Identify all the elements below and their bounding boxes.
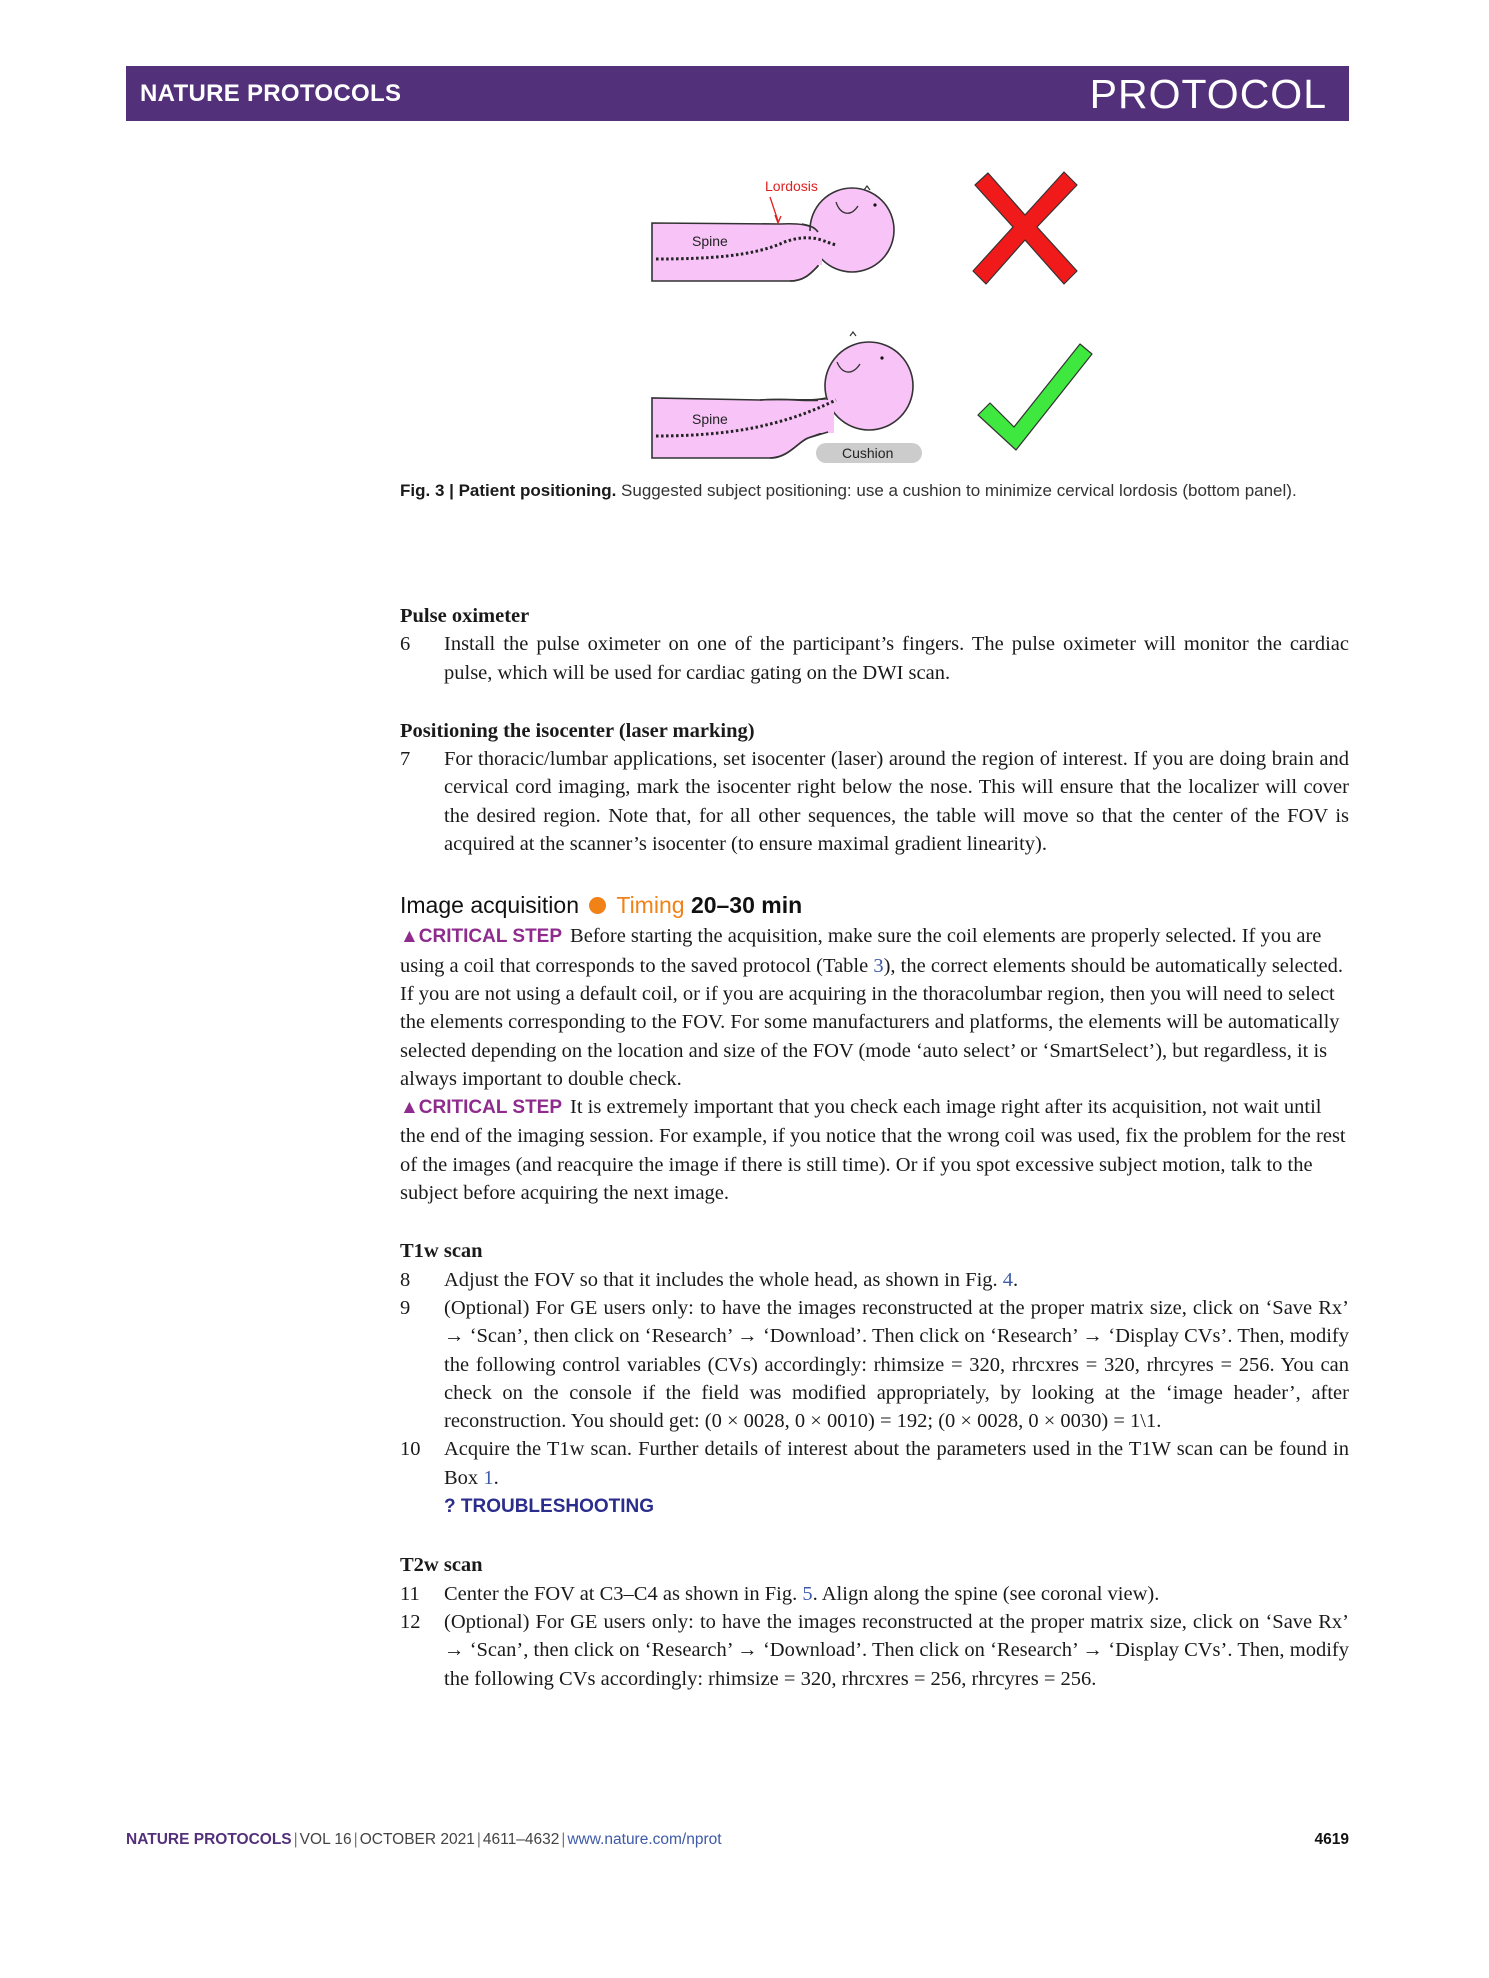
step-text: (Optional) For GE users only: to have the images reconstructed at the proper matrix size, click on ‘Save Rx’ → ‘Scan’, then click on ‘Research’ → ‘Download’. Then click on ‘Research’ → ‘Display CVs’. Then, modify the following control variables (CVs) accordingly: rhimsize = 320, rhrcxres = 320, rhrcyres = 256. You can check on the console if the field was modified appropriately, by looking at the ‘image header’, after reconstruction. You should get: (0 × 0028, 0 × 0010) = 192; (0 × 0028, 0 × 0030) = 1\1.	[444, 1296, 1349, 1433]
figure-bottom-panel	[652, 332, 1092, 463]
step-8	[400, 1266, 1349, 1294]
critical-step-label: ▲CRITICAL STEP	[400, 1097, 563, 1119]
step-number: 9	[400, 1296, 411, 1319]
fig-4-link[interactable]: 4	[1002, 1268, 1014, 1291]
troubleshooting-link[interactable]: ? TROUBLESHOOTING	[444, 1496, 655, 1518]
lordosis-label: Lordosis	[765, 178, 818, 194]
isocenter-heading: Positioning the isocenter (laser marking)	[400, 719, 755, 742]
fig-5-link[interactable]: 5	[802, 1582, 813, 1605]
step-number: 6	[400, 633, 411, 656]
step-11	[400, 1580, 1349, 1608]
page-footer: NATURE PROTOCOLS | VOL 16 | OCTOBER 2021 | 4611–4632 | www.nature.com/nprot 4619	[126, 1831, 1349, 1848]
pulse-oximeter-heading: Pulse oximeter	[400, 605, 530, 627]
critical-step-text-a: Before starting the acquisition, make sure the coil elements are properly selected. If you are using a coil that corresponds to the saved protocol (Table	[400, 925, 1322, 977]
section-title: Image acquisition	[400, 892, 579, 919]
step-text: (Optional) For GE users only: to have the images reconstructed at the proper matrix size, click on ‘Save Rx’ → ‘Scan’, then click on ‘Research’ → ‘Download’. Then click on ‘Research’ → ‘Display CVs’. Then, modify the following CVs accordingly: rhimsize = 320, rhrcxres = 256, rhrcyres = 256.	[444, 1610, 1349, 1690]
green-check-icon	[978, 344, 1092, 450]
t2w-scan-heading: T2w scan	[400, 1554, 483, 1577]
patient-positioning-figure	[640, 160, 1120, 470]
caption-title: Fig. 3 | Patient positioning.	[400, 481, 617, 500]
article-type: PROTOCOL	[1089, 71, 1327, 117]
spine-label-bottom: Spine	[692, 411, 728, 427]
eye-top	[873, 203, 876, 206]
table-3-link[interactable]: 3	[873, 954, 884, 977]
step-12	[400, 1608, 1349, 1693]
step-text: Install the pulse oximeter on one of the participant’s fingers. The pulse oximeter will monitor the cardiac pulse, which will be used for cardiac gating on the DWI scan.	[444, 633, 1349, 684]
timing-value: 20–30 min	[690, 892, 803, 919]
red-cross-icon	[973, 172, 1077, 284]
head-shape-top	[810, 188, 894, 272]
step-9	[400, 1294, 1349, 1435]
head-shape-bottom	[825, 342, 913, 430]
critical-step-text: It is extremely important that you check each image right after its acquisition, not wait until the end of the imaging session. For example, if you notice that the wrong coil was used, fix the problem for the rest of the images (and reacquire the image if there is still time). Or if you spot excessive subject motion, talk to the subject before acquiring the next image.	[400, 1096, 1346, 1205]
spine-label-top: Spine	[692, 233, 728, 249]
box-1-link[interactable]: 1	[483, 1466, 494, 1489]
step-text: Adjust the FOV so that it includes the whole head, as shown in Fig. 4.	[444, 1268, 1019, 1291]
step-6	[400, 630, 1349, 687]
step-number: 10	[400, 1438, 421, 1461]
journal-name: NATURE PROTOCOLS	[140, 80, 402, 107]
figure-top-panel	[652, 172, 1077, 284]
image-acquisition-heading	[400, 888, 1349, 922]
footer-volume: VOL 16	[299, 1831, 352, 1848]
step-number: 12	[400, 1610, 421, 1633]
step-text: For thoracic/lumbar applications, set isocenter (laser) around the region of interest. If you are doing brain and cervical cord imaging, mark the isocenter right below the nose. This will ensure that the localizer will cover the desired region. Note that, for all other sequences, the table will move so that the center of the FOV is acquired at the scanner’s isocenter (to ensure maximal gradient linearity).	[444, 748, 1349, 856]
step-number: 7	[400, 748, 411, 771]
critical-step-2	[400, 1093, 1349, 1207]
timing-label: Timing	[616, 892, 685, 919]
step-7	[400, 745, 1349, 858]
timing-dot-icon	[589, 897, 606, 914]
step-10	[400, 1435, 1349, 1521]
footer-url-link[interactable]: www.nature.com/nprot	[567, 1831, 722, 1848]
footer-journal: NATURE PROTOCOLS	[126, 1831, 292, 1848]
t1w-scan-heading: T1w scan	[400, 1240, 483, 1263]
lordosis-arrow	[770, 197, 778, 221]
caption-text: Suggested subject positioning: use a cushion to minimize cervical lordosis (bottom panel).	[621, 481, 1297, 500]
critical-step-1	[400, 922, 1349, 1093]
journal-header-band	[126, 66, 1349, 121]
step-text: Center the FOV at C3–C4 as shown in Fig. 5. Align along the spine (see coronal view).	[444, 1582, 1160, 1605]
eye-bottom	[880, 356, 883, 359]
cushion-label: Cushion	[842, 445, 894, 461]
critical-step-label: ▲CRITICAL STEP	[400, 926, 563, 948]
footer-date: OCTOBER 2021	[359, 1831, 475, 1848]
step-number: 11	[400, 1582, 420, 1605]
footer-pages: 4611–4632	[482, 1831, 560, 1848]
article-body	[400, 602, 1349, 1693]
critical-step-text-b: ), the correct elements should be automatically selected. If you are not using a default coil, or if you are acquiring in the thoracolumbar region, then you will need to select the elements corresponding to the FOV. For some manufacturers and platforms, the elements will be automatically selected depending on the location and size of the FOV (mode ‘auto select’ or ‘SmartSelect’), but regardless, it is always important to double check.	[400, 954, 1343, 1090]
step-number: 8	[400, 1268, 411, 1291]
step-text: Acquire the T1w scan. Further details of interest about the parameters used in the T1W scan can be found in Box 1. ? TROUBLESHOOTING	[444, 1438, 1349, 1518]
torso-shape-bottom	[652, 398, 825, 458]
page-number: 4619	[1314, 1831, 1349, 1848]
torso-shape-top	[652, 223, 818, 281]
figure-caption	[400, 479, 1349, 502]
